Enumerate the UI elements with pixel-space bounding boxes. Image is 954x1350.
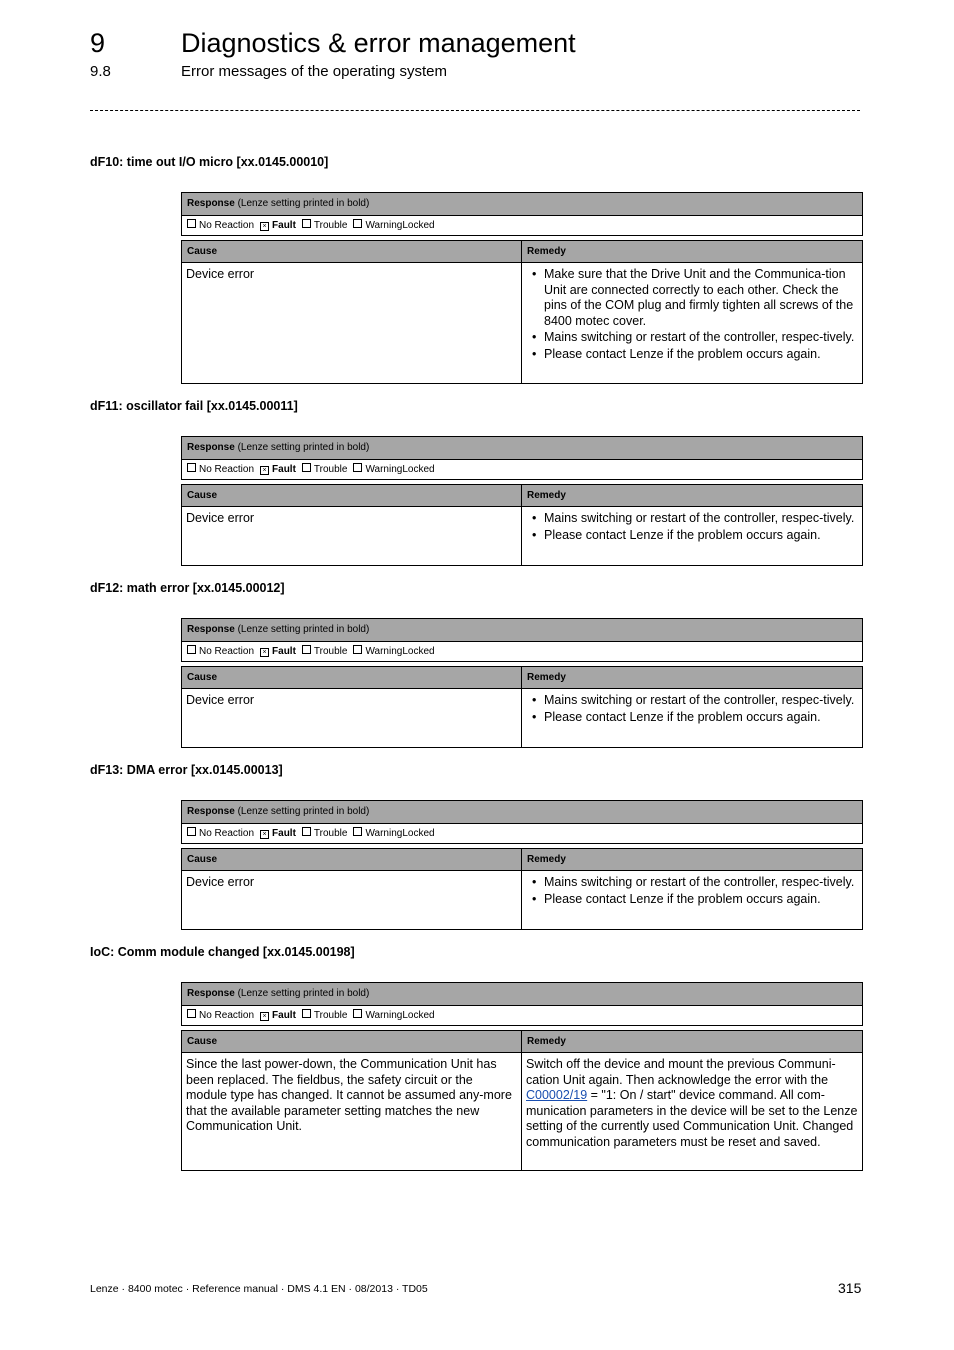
response-option xyxy=(260,220,296,231)
response-option xyxy=(260,646,296,657)
checked-box-icon: × xyxy=(260,222,269,231)
response-option-label: No Reaction xyxy=(199,828,255,839)
response-option xyxy=(302,464,348,475)
error-heading: dF11: oscillator fail [xx.0145.00011] xyxy=(90,399,298,413)
checkbox-icon xyxy=(302,645,311,654)
checked-box-icon: × xyxy=(260,648,269,657)
cause-remedy-header xyxy=(182,667,862,689)
cause-cell: Device error xyxy=(182,507,522,565)
chapter-title: Diagnostics & error management xyxy=(181,28,576,58)
response-table xyxy=(181,982,863,1026)
response-label: Response xyxy=(187,988,235,999)
error-heading: dF12: math error [xx.0145.00012] xyxy=(90,581,285,595)
checkbox-icon xyxy=(187,827,196,836)
cause-cell: Device error xyxy=(182,263,522,383)
cause-remedy-header xyxy=(182,241,862,263)
checked-box-icon: × xyxy=(260,466,269,475)
cause-remedy-header xyxy=(182,485,862,507)
response-option-label: Trouble xyxy=(313,464,348,475)
checkbox-icon xyxy=(353,1009,362,1018)
response-option-label: No Reaction xyxy=(199,1010,255,1021)
checked-box-icon: × xyxy=(260,1012,269,1021)
cause-remedy-row xyxy=(182,689,862,747)
response-note: (Lenze setting printed in bold) xyxy=(237,442,370,453)
response-note: (Lenze setting printed in bold) xyxy=(237,624,370,635)
checkbox-icon xyxy=(353,219,362,228)
response-option-label: No Reaction xyxy=(199,464,255,475)
checkbox-icon xyxy=(302,1009,311,1018)
checked-box-icon: × xyxy=(260,830,269,839)
response-option-label: WarningLocked xyxy=(365,1010,435,1021)
remedy-cell xyxy=(522,263,862,383)
cause-cell: Device error xyxy=(182,871,522,929)
response-option xyxy=(187,828,254,839)
cause-cell: Device error xyxy=(182,689,522,747)
response-option-label: WarningLocked xyxy=(365,646,435,657)
response-table xyxy=(181,800,863,844)
cause-column-header: Cause xyxy=(182,485,522,506)
remedy-item: • Mains switching or restart of the controller, respec-tively. xyxy=(526,693,858,709)
checkbox-icon xyxy=(302,463,311,472)
remedy-column-header: Remedy xyxy=(527,490,566,501)
cause-remedy-table xyxy=(181,1030,863,1171)
response-option-label: WarningLocked xyxy=(365,464,435,475)
remedy-column-header: Remedy xyxy=(527,854,566,865)
cause-remedy-table xyxy=(181,484,863,566)
cause-column-header: Cause xyxy=(182,849,522,870)
remedy-column-header: Remedy xyxy=(527,246,566,257)
response-option xyxy=(187,220,254,231)
cause-remedy-header xyxy=(182,1031,862,1053)
response-option-label: No Reaction xyxy=(199,646,255,657)
response-option-label: WarningLocked xyxy=(365,220,435,231)
checkbox-icon xyxy=(302,219,311,228)
response-option-label: Trouble xyxy=(313,646,348,657)
checkbox-icon xyxy=(353,463,362,472)
response-options xyxy=(182,1006,862,1025)
response-option-label: Fault xyxy=(272,646,296,657)
response-label: Response xyxy=(187,806,235,817)
section-number: 9.8 xyxy=(90,63,111,80)
remedy-item: • Mains switching or restart of the controller, respec-tively. xyxy=(526,511,858,527)
response-option-label: Trouble xyxy=(313,828,348,839)
response-option xyxy=(353,828,434,839)
remedy-cell xyxy=(522,1053,862,1170)
response-label: Response xyxy=(187,624,235,635)
response-label: Response xyxy=(187,442,235,453)
response-note: (Lenze setting printed in bold) xyxy=(237,198,370,209)
response-header xyxy=(182,193,862,216)
response-option-label: Fault xyxy=(272,220,296,231)
response-option xyxy=(353,646,434,657)
response-options xyxy=(182,824,862,843)
checkbox-icon xyxy=(187,1009,196,1018)
response-options xyxy=(182,460,862,479)
response-option xyxy=(302,1010,348,1021)
cause-remedy-row xyxy=(182,507,862,565)
response-header xyxy=(182,983,862,1006)
response-options xyxy=(182,216,862,235)
cause-column-header: Cause xyxy=(182,241,522,262)
checkbox-icon xyxy=(187,463,196,472)
response-option xyxy=(260,828,296,839)
remedy-text: = "1: On / start" device command. All com-munication parameters in the device will be set to the Lenze setting of the currently used Communication Unit. Changed communication parameters must be reset and saved. xyxy=(526,1088,858,1149)
response-option-label: Fault xyxy=(272,464,296,475)
response-option xyxy=(187,646,254,657)
response-option xyxy=(260,1010,296,1021)
response-option xyxy=(353,220,434,231)
parameter-link[interactable]: C00002/19 xyxy=(526,1088,588,1102)
remedy-item: • Make sure that the Drive Unit and the Communica-tion Unit are connected correctly to each other. Check the pins of the COM plug and firmly tighten all screws of the 8400 motec cover. xyxy=(526,267,858,329)
cause-remedy-table xyxy=(181,848,863,930)
checkbox-icon xyxy=(353,645,362,654)
response-option-label: Fault xyxy=(272,828,296,839)
cause-remedy-row xyxy=(182,871,862,929)
page-number: 315 xyxy=(838,1280,862,1296)
response-option xyxy=(302,828,348,839)
error-heading: dF13: DMA error [xx.0145.00013] xyxy=(90,763,283,777)
error-heading: IoC: Comm module changed [xx.0145.00198] xyxy=(90,945,355,959)
checkbox-icon xyxy=(302,827,311,836)
response-option-label: Trouble xyxy=(313,220,348,231)
cause-remedy-row xyxy=(182,263,862,383)
remedy-item: • Please contact Lenze if the problem occurs again. xyxy=(526,710,858,726)
cause-remedy-row xyxy=(182,1053,862,1170)
remedy-item: • Mains switching or restart of the controller, respec-tively. xyxy=(526,330,858,346)
response-options xyxy=(182,642,862,661)
response-option xyxy=(260,464,296,475)
checkbox-icon xyxy=(187,219,196,228)
remedy-cell xyxy=(522,871,862,929)
response-option xyxy=(187,1010,254,1021)
response-option xyxy=(302,220,348,231)
remedy-item: • Please contact Lenze if the problem occurs again. xyxy=(526,892,858,908)
remedy-column-header: Remedy xyxy=(527,672,566,683)
cause-cell: Since the last power-down, the Communication Unit has been replaced. The fieldbus, the safety circuit or the module type has changed. It cannot be assumed any-more that the available parameter setting matches the new Communication Unit. xyxy=(182,1053,522,1170)
response-header xyxy=(182,801,862,824)
remedy-item: • Please contact Lenze if the problem occurs again. xyxy=(526,528,858,544)
section-title: Error messages of the operating system xyxy=(181,63,447,80)
response-header xyxy=(182,619,862,642)
header-divider xyxy=(90,110,860,111)
response-note: (Lenze setting printed in bold) xyxy=(237,806,370,817)
response-option xyxy=(187,464,254,475)
cause-column-header: Cause xyxy=(182,667,522,688)
response-table xyxy=(181,436,863,480)
remedy-list xyxy=(526,875,858,907)
remedy-text: Switch off the device and mount the previous Communi-cation Unit again. Then acknowledge the error with the xyxy=(526,1057,836,1087)
remedy-item: • Mains switching or restart of the controller, respec-tively. xyxy=(526,875,858,891)
response-option-label: WarningLocked xyxy=(365,828,435,839)
remedy-list xyxy=(526,511,858,543)
footer-text: Lenze · 8400 motec · Reference manual · DMS 4.1 EN · 08/2013 · TD05 xyxy=(90,1283,428,1295)
remedy-item: • Please contact Lenze if the problem occurs again. xyxy=(526,347,858,363)
error-heading: dF10: time out I/O micro [xx.0145.00010] xyxy=(90,155,329,169)
remedy-list xyxy=(526,693,858,725)
response-label: Response xyxy=(187,198,235,209)
remedy-column-header: Remedy xyxy=(527,1036,566,1047)
cause-column-header: Cause xyxy=(182,1031,522,1052)
response-option xyxy=(353,464,434,475)
response-option-label: Fault xyxy=(272,1010,296,1021)
cause-remedy-table xyxy=(181,666,863,748)
checkbox-icon xyxy=(187,645,196,654)
response-table xyxy=(181,618,863,662)
chapter-number: 9 xyxy=(90,28,106,58)
checkbox-icon xyxy=(353,827,362,836)
response-option xyxy=(302,646,348,657)
remedy-list xyxy=(526,267,858,362)
response-table xyxy=(181,192,863,236)
response-option-label: Trouble xyxy=(313,1010,348,1021)
remedy-cell xyxy=(522,507,862,565)
remedy-cell xyxy=(522,689,862,747)
response-header xyxy=(182,437,862,460)
cause-remedy-header xyxy=(182,849,862,871)
response-option xyxy=(353,1010,434,1021)
response-note: (Lenze setting printed in bold) xyxy=(237,988,370,999)
response-option-label: No Reaction xyxy=(199,220,255,231)
cause-remedy-table xyxy=(181,240,863,384)
